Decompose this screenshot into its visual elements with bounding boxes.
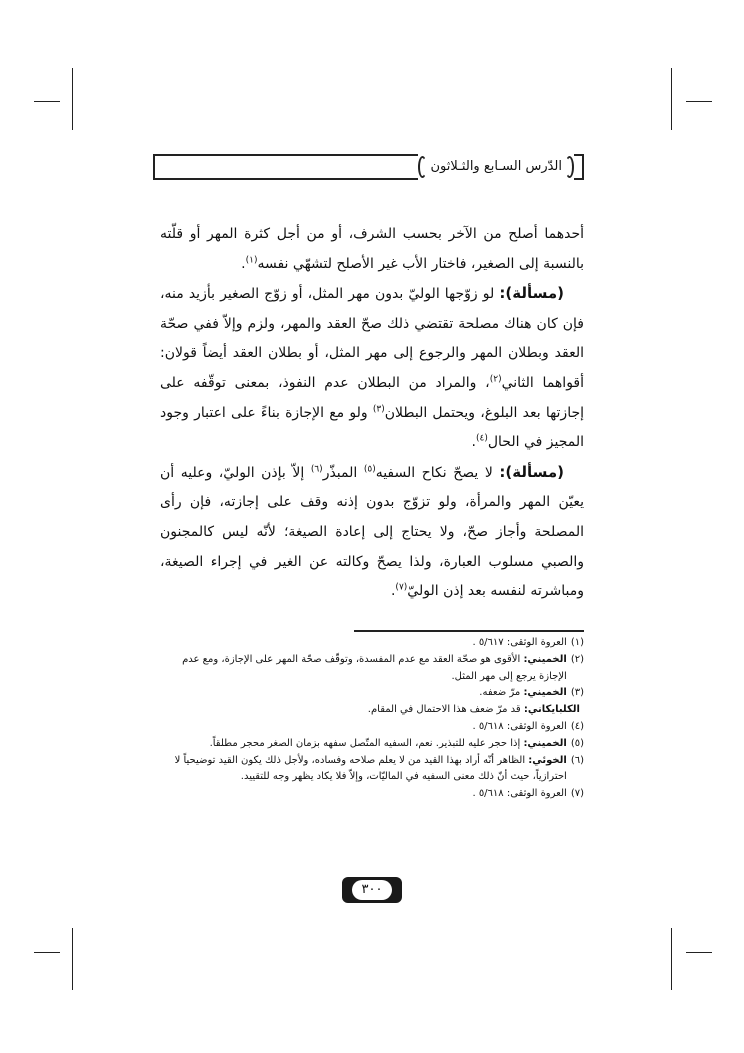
footnote-number: (٣) [570, 687, 584, 699]
footnote-divider [354, 630, 584, 632]
paragraph [160, 220, 584, 279]
page-number: ٣٠٠ [352, 880, 392, 900]
footnote-ref[interactable]: (٥) [363, 464, 376, 475]
crop-mark [686, 952, 712, 953]
footnote [160, 719, 584, 736]
footnote-body: الأقوى هو صحّة العقد مع عدم المفسدة، وتوقّف صحّة المهر على الإجازة، ومع عدم الإجازة يرجع إلى مهر المثل. [182, 653, 567, 682]
crop-mark [34, 101, 60, 102]
commentator-name: الخميني: [523, 653, 567, 665]
commentator-name: الكلبايكاني: [523, 704, 580, 716]
footnote-ref[interactable]: (١) [245, 254, 258, 265]
issue-label: (مسألة): [499, 462, 564, 481]
paragraph-end: . [241, 255, 246, 272]
running-header [153, 154, 584, 180]
commentator-name: الخميني: [523, 737, 567, 749]
footnotes [160, 635, 584, 803]
footnote-body: الظاهر أنّه أراد بهذا القيد من لا يعلم صلاحه وفساده، ولأجل ذلك يكون القيد توضيحياً لا احترازياً، حيث أنّ ذلك معنى السفيه في الماليّات، وإلاّ فلا يكاد يظهر وجه للتقييد. [174, 754, 567, 783]
crop-mark [34, 952, 60, 953]
footnote-number: (٥) [570, 737, 584, 749]
footnote-text [160, 702, 580, 719]
commentator-name: الخميني: [523, 687, 567, 699]
footnote-text [160, 685, 567, 702]
footnote [160, 753, 584, 787]
footnote-ref[interactable]: (٧) [395, 582, 408, 593]
issue-label: (مسألة): [499, 284, 564, 303]
footnote-number: (٧) [570, 788, 584, 800]
footnote-number: (٢) [570, 653, 584, 665]
paragraph-text: ولو مع الإجازة بناءً على اعتبار وجود المجيز في الحال [160, 404, 584, 451]
paragraph-text: لو زوّجها الوليّ بدون مهر المثل، أو زوّج الصغير بأزيد منه، فإن كان هناك مصلحة تقتضي ذلك صحّ العقد والمهر، ولزم وإلاّ ففي صحّة العقد وبطلان المهر والرجوع إلى مهر المثل، أو بطلان العقد أيضاً قولان: أقواهما الثاني [160, 286, 585, 391]
paragraph [160, 458, 584, 607]
footnote-body: إذا حجر عليه للتبذير. نعم، السفيه المتّصل سفهه بزمان الصغر محجر مطلقاً. [209, 737, 524, 749]
crop-mark [671, 928, 672, 990]
footnote [160, 685, 584, 702]
footnote-text [160, 652, 567, 686]
footnote-text [160, 786, 567, 803]
crop-mark [72, 928, 73, 990]
footnote-body: مرّ ضعفه. [479, 687, 524, 699]
commentator-name: الخوئي: [528, 754, 567, 766]
footnote [160, 652, 584, 686]
crop-mark [72, 68, 73, 130]
footnote-text [160, 736, 567, 753]
paragraph-text: أحدهما أصلح من الآخر بحسب الشرف، أو من أجل كثرة المهر أو قلّته بالنسبة إلى الصغير، فاختار الأب غير الأصلح لتشهّي نفسه [160, 226, 584, 272]
crop-mark [671, 68, 672, 130]
page-number-badge [342, 877, 402, 903]
paragraph-text: إلاّ بإذن الوليّ، وعليه أن يعيّن المهر والمرأة، ولو تزوّج بدون إذنه وقف على إجازته، فإن رأى المصلحة وأجاز صحّ، ولا يحتاج إلى إعادة الصيغة؛ لأنّه ليس كالمجنون والصبي مسلوب العبارة، ولذا يصحّ وكالته عن الغير في إجراء الصيغة، ومباشرته لنفسه بعد إذن الوليّ [160, 464, 584, 600]
footnote-text [160, 753, 567, 787]
main-text [160, 220, 584, 607]
chapter-title: الدّرس السـابع والثـلاثون [418, 154, 574, 180]
footnote-body: قد مرّ ضعف هذا الاحتمال في المقام. [367, 704, 524, 716]
footnote-number: (٦) [570, 754, 584, 766]
footnote [160, 635, 584, 652]
footnote-ref[interactable]: (٤) [475, 433, 488, 444]
footnote [160, 702, 584, 719]
paragraph-text: المبذّر [322, 464, 364, 481]
footnote-body: العروة الوثقى: ٥/٦١٨ . [472, 788, 567, 800]
crop-mark [686, 101, 712, 102]
footnote-ref[interactable]: (٢) [489, 374, 502, 385]
paragraph [160, 279, 584, 458]
paragraph-end: . [471, 434, 476, 451]
footnote-text [160, 635, 567, 652]
footnote-ref[interactable]: (٦) [310, 464, 323, 475]
footnote-number: (١) [570, 637, 584, 648]
footnote-text [160, 719, 567, 736]
footnote-ref[interactable]: (٣) [372, 403, 385, 414]
footnote-number: (٤) [570, 720, 584, 732]
footnote-body: العروة الوثقى: ٥/٦١٧ . [472, 637, 567, 648]
footnote [160, 786, 584, 803]
paragraph-end: . [390, 583, 396, 600]
footnote [160, 736, 584, 753]
paragraph-text: ، والمراد من البطلان عدم النفوذ، بمعنى توقّفه على إجازتها بعد البلوغ، ويحتمل البطلان [160, 374, 584, 421]
paragraph-text: لا يصحّ نكاح السفيه [375, 464, 500, 481]
footnote-body: العروة الوثقى: ٥/٦١٨ . [472, 720, 567, 732]
